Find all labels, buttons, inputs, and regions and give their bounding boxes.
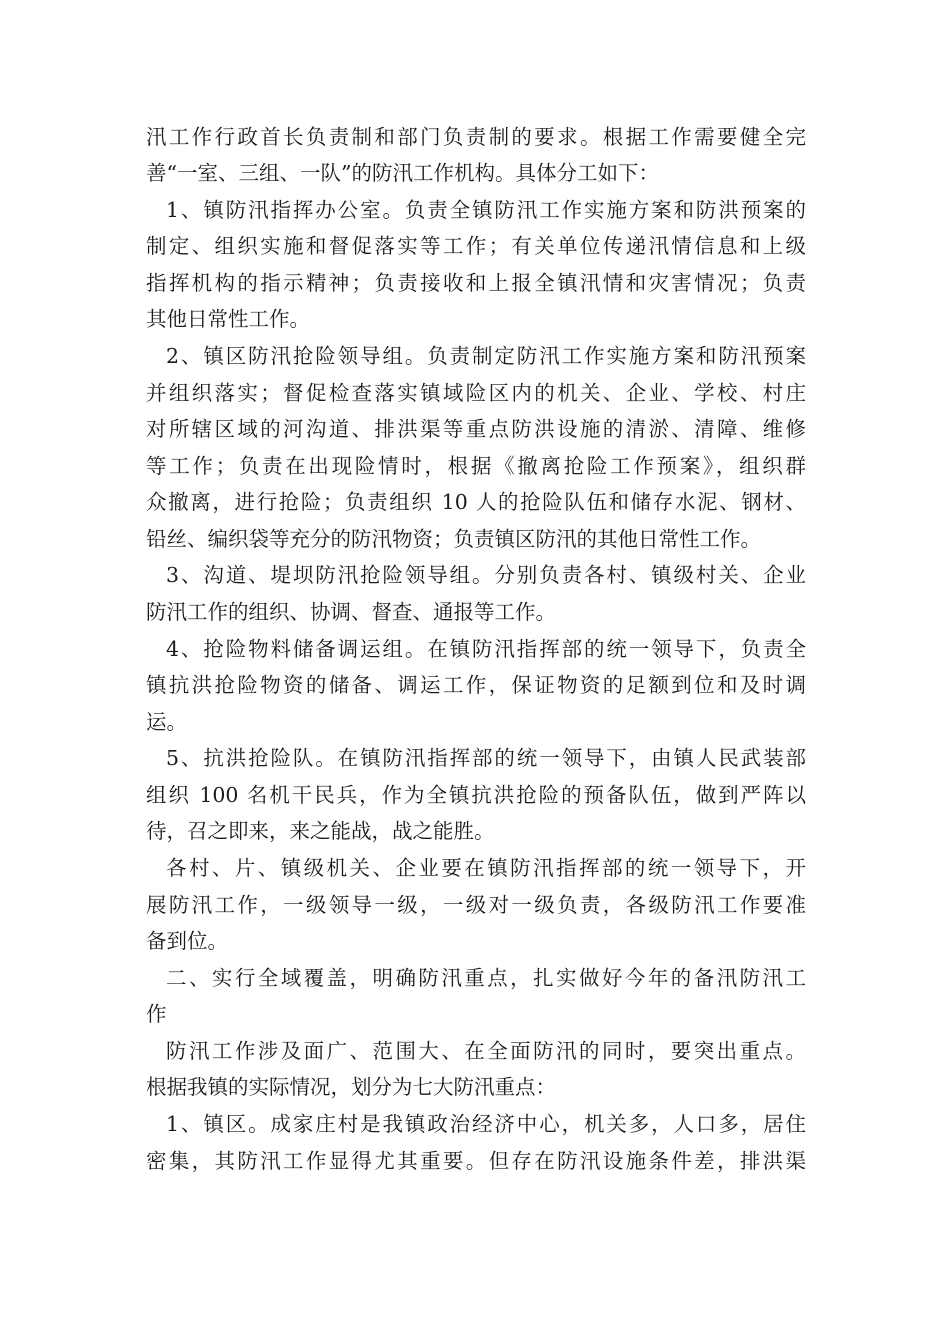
text-line: 二、实行全域覆盖，明确防汛重点，扎实做好今年的备汛防汛工	[166, 966, 806, 990]
text-line: 根据我镇的实际情况，划分为七大防汛重点：	[146, 1075, 556, 1099]
text-line: 作	[146, 1002, 167, 1026]
text-line: 运。	[146, 710, 187, 734]
text-line: 并组织落实；督促检查落实镇域险区内的机关、企业、学校、村庄	[146, 381, 806, 405]
text-line: 铅丝、编织袋等充分的防汛物资；负责镇区防汛的其他日常性工作。	[146, 527, 761, 551]
text-line: 1、镇防汛指挥办公室。负责全镇防汛工作实施方案和防洪预案的	[166, 198, 806, 222]
text-line: 等工作；负责在出现险情时，根据《撤离抢险工作预案》，组织群	[146, 454, 806, 478]
text-line: 镇抗洪抢险物资的储备、调运工作，保证物资的足额到位和及时调	[146, 673, 806, 697]
text-line: 其他日常性工作。	[146, 307, 310, 331]
text-line: 汛工作行政首长负责制和部门负责制的要求。根据工作需要健全完	[146, 125, 806, 149]
text-line: 众撤离，进行抢险；负责组织 10 人的抢险队伍和储存水泥、钢材、	[146, 490, 806, 514]
text-line: 防汛工作涉及面广、范围大、在全面防汛的同时，要突出重点。	[166, 1039, 806, 1063]
text-line: 对所辖区域的河沟道、排洪渠等重点防洪设施的清淤、清障、维修	[146, 417, 806, 441]
text-line: 4、抢险物料储备调运组。在镇防汛指挥部的统一领导下，负责全	[166, 637, 806, 661]
text-line: 各村、片、镇级机关、企业要在镇防汛指挥部的统一领导下，开	[166, 856, 806, 880]
text-line: 善“一室、三组、一队”的防汛工作机构。具体分工如下：	[146, 161, 659, 185]
text-line: 待，召之即来，来之能战，战之能胜。	[146, 819, 495, 843]
text-line: 3、沟道、堤坝防汛抢险领导组。分别负责各村、镇级村关、企业	[166, 563, 806, 587]
text-line: 防汛工作的组织、协调、督查、通报等工作。	[146, 600, 556, 624]
text-line: 展防汛工作，一级领导一级，一级对一级负责，各级防汛工作要准	[146, 893, 806, 917]
text-line: 密集，其防汛工作显得尤其重要。但存在防汛设施条件差，排洪渠	[146, 1149, 806, 1173]
text-line: 备到位。	[146, 929, 228, 953]
text-line: 2、镇区防汛抢险领导组。负责制定防汛工作实施方案和防汛预案	[166, 344, 806, 368]
text-line: 组织 100 名机干民兵，作为全镇抗洪抢险的预备队伍，做到严阵以	[146, 783, 806, 807]
text-line: 1、镇区。成家庄村是我镇政治经济中心，机关多，人口多，居住	[166, 1112, 806, 1136]
text-line: 5、抗洪抢险队。在镇防汛指挥部的统一领导下，由镇人民武装部	[166, 746, 806, 770]
text-line: 制定、组织实施和督促落实等工作；有关单位传递汛情信息和上级	[146, 234, 806, 258]
text-line: 指挥机构的指示精神；负责接收和上报全镇汛情和灾害情况；负责	[146, 271, 806, 295]
